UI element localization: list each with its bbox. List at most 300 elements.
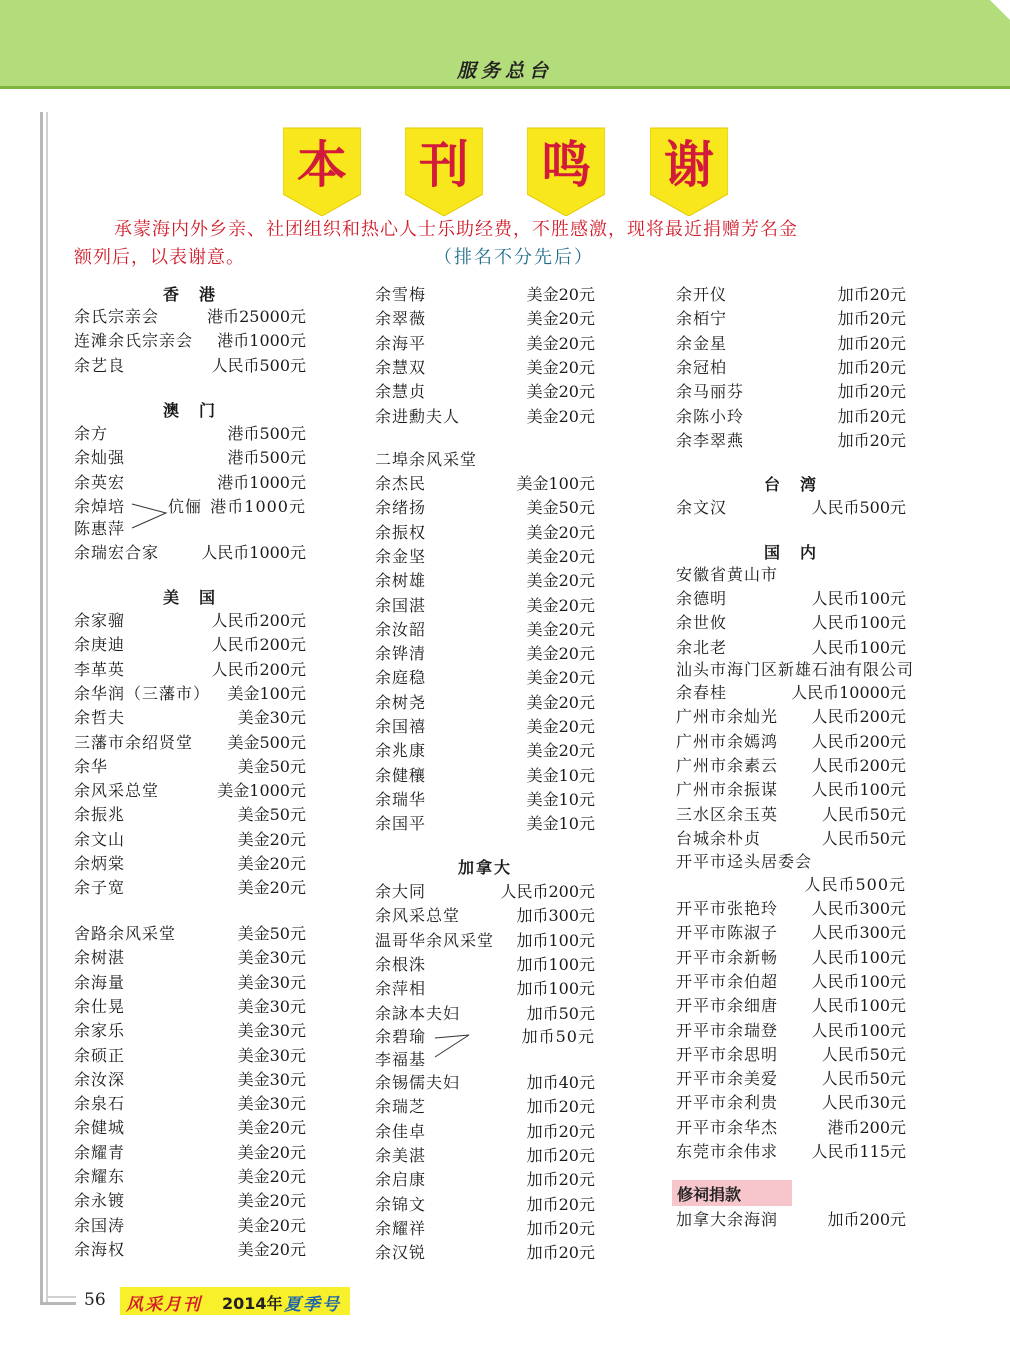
- donor-name: 余庭稳: [375, 668, 427, 688]
- donation-amount: 人民币10000元: [791, 683, 906, 702]
- donor-row: [375, 333, 595, 355]
- donor-row: [74, 1166, 306, 1188]
- donor-name: 余硕正: [74, 1045, 126, 1065]
- donor-row: [375, 284, 595, 306]
- donor-name: 余国平: [375, 814, 427, 834]
- donor-name: 余世攸: [676, 613, 728, 633]
- donation-amount: 美金20元: [526, 595, 595, 615]
- group-title: 汕头市海门区新雄石油有限公司: [676, 660, 915, 679]
- donor-row: [676, 357, 906, 379]
- donor-name: 余树尧: [375, 692, 427, 712]
- donor-name: 余马丽芬: [676, 382, 745, 402]
- donor-row: [375, 381, 595, 403]
- donor-name: 余灿强: [74, 448, 126, 468]
- donor-row: [375, 716, 595, 738]
- donor-row: [676, 284, 906, 306]
- donor-row: [375, 1218, 595, 1240]
- donor-row: [375, 789, 595, 811]
- donor-name: 余泉石: [74, 1094, 126, 1114]
- donor-name: 加拿大余海润: [676, 1210, 779, 1229]
- donor-name: 余萍相: [375, 979, 427, 999]
- donation-amount: 加币100元: [516, 930, 595, 950]
- donor-name: 余翠薇: [375, 309, 427, 329]
- donor-name: 开平市张艳玲: [676, 899, 779, 918]
- donation-amount: 美金30元: [237, 1094, 306, 1114]
- donor-row: [375, 546, 595, 568]
- donor-name: 余兆康: [375, 741, 427, 761]
- intro-note: （排名不分先后）: [434, 247, 594, 268]
- donation-amount: 美金20元: [526, 333, 595, 353]
- donation-amount: 美金20元: [237, 854, 306, 873]
- donor-name: 余德明: [676, 589, 728, 608]
- title-char: 本: [297, 136, 347, 194]
- donor-row: [74, 1239, 306, 1261]
- donation-amount: 加币20元: [526, 1145, 595, 1165]
- donor-name: 余耀祥: [375, 1218, 427, 1238]
- donor-name: 余风采总堂: [375, 906, 461, 926]
- donor-name: 广州市余振谋: [676, 780, 779, 800]
- donor-name: 李革英: [74, 659, 126, 679]
- donor-name: 余启康: [375, 1170, 427, 1190]
- page-number: 56: [84, 1290, 106, 1310]
- donor-row: [74, 1069, 306, 1091]
- donation-amount: 美金20元: [526, 309, 595, 329]
- donation-amount: 美金10元: [526, 789, 595, 809]
- donation-amount: 美金20元: [526, 692, 595, 712]
- donor-name: 余铧清: [375, 644, 427, 664]
- donor-name: 余健穰: [375, 765, 427, 785]
- donor-name: 余北老: [676, 637, 728, 657]
- donor-name: 余汝深: [74, 1069, 126, 1089]
- donor-name: 余文汉: [676, 498, 728, 517]
- donor-name: 东莞市余伟求: [676, 1142, 779, 1161]
- donor-row: [74, 610, 306, 632]
- donation-amount: 加币20元: [837, 285, 906, 304]
- donation-amount: 人民币1000元: [201, 543, 306, 562]
- donor-row: [74, 330, 306, 352]
- donor-row: [375, 1169, 595, 1191]
- donor-name: 余炳棠: [74, 854, 126, 873]
- donor-name: 余庚迪: [74, 635, 126, 655]
- donation-amount: 加币20元: [837, 430, 906, 450]
- donation-amount: 人民币500元: [811, 498, 906, 517]
- group-title: 安徽省黄山市: [676, 565, 779, 584]
- donor-name: 余文山: [74, 829, 126, 849]
- title-char: 谢: [664, 136, 714, 194]
- donation-amount: 加币20元: [837, 382, 906, 402]
- donor-name: 余慧双: [375, 357, 427, 377]
- donor-name: 余雪梅: [375, 285, 427, 304]
- donor-name: 连滩余氏宗亲会: [74, 331, 194, 351]
- donation-amount: 人民币200元: [811, 707, 906, 727]
- donor-name: 余子宽: [74, 878, 126, 898]
- donation-amount: 美金20元: [526, 546, 595, 566]
- donor-name: 余汉锐: [375, 1243, 427, 1263]
- donation-amount: 加币300元: [516, 906, 595, 926]
- donor-row: [375, 905, 595, 927]
- donor-row: [375, 570, 595, 592]
- donor-row: [74, 756, 306, 778]
- donor-name: 余进勳夫人: [375, 406, 461, 426]
- donor-row: [74, 877, 306, 899]
- donation-amount: 加币50元: [521, 1027, 595, 1046]
- donor-row: [375, 881, 595, 903]
- magazine-name: 风采月刊: [126, 1295, 202, 1315]
- donation-amount: 美金30元: [237, 1045, 306, 1065]
- donation-amount: 美金20元: [526, 741, 595, 761]
- donation-amount: 人民币100元: [811, 996, 906, 1016]
- donor-name: 余佳卓: [375, 1121, 427, 1141]
- donor-name: 余春桂: [676, 683, 728, 702]
- donation-amount: 美金20元: [526, 644, 595, 664]
- region-header-domestic: 国 内: [763, 543, 818, 562]
- donation-amount: 加币20元: [837, 406, 906, 426]
- donation-amount: 人民币50元: [821, 804, 906, 824]
- donor-row: [676, 1020, 906, 1042]
- margin-rule-foot-inner: [46, 1296, 76, 1298]
- donor-row: [74, 1045, 306, 1067]
- repair-fund-label-text: 修祠捐款: [677, 1185, 742, 1204]
- donor-name: 开平市余华杰: [676, 1117, 779, 1137]
- donor-name: 开平市余新畅: [676, 947, 779, 967]
- donor-name: 余冠柏: [676, 357, 728, 377]
- donation-amount: 人民币200元: [211, 659, 306, 679]
- donation-amount: 人民币300元: [811, 899, 906, 918]
- donation-amount: 加币20元: [837, 309, 906, 329]
- donation-amount: 人民币115元: [811, 1142, 906, 1161]
- donation-amount: 美金30元: [237, 1021, 306, 1041]
- donor-name: 舍路余风采堂: [74, 924, 177, 943]
- donation-amount: 美金50元: [237, 924, 306, 943]
- donation-amount: 美金20元: [526, 717, 595, 736]
- donor-row: [74, 1117, 306, 1139]
- donor-row: [676, 1141, 906, 1163]
- donation-amount: 人民币100元: [811, 637, 906, 657]
- donor-name: 台城余朴贞: [676, 828, 762, 848]
- donation-amount: 加币20元: [526, 1097, 595, 1117]
- donation-amount: 人民币300元: [811, 923, 906, 943]
- donor-name: 余栢宁: [676, 309, 728, 329]
- donor-row: [676, 1209, 906, 1231]
- group-title: 二埠余风采堂: [375, 450, 478, 469]
- donor-name: 余健城: [74, 1118, 126, 1138]
- donor-row: [676, 1068, 906, 1090]
- donation-amount: 美金50元: [237, 805, 306, 825]
- donor-name: 余振权: [375, 522, 427, 542]
- donor-row: [676, 1117, 906, 1139]
- donor-row: [375, 357, 595, 379]
- donor-row: [74, 659, 306, 681]
- donor-row: [676, 588, 906, 610]
- donation-amount: 人民币200元: [211, 635, 306, 655]
- donor-row: [676, 381, 906, 403]
- donor-row: [375, 954, 595, 976]
- donor-row: [74, 707, 306, 729]
- donation-amount: 人民币200元: [811, 755, 906, 775]
- title-badge: [650, 124, 728, 216]
- donation-amount: 人民币100元: [811, 971, 906, 991]
- donation-amount: 美金20元: [237, 1118, 306, 1138]
- donor-name: 余方: [74, 424, 109, 443]
- donor-row: [375, 643, 595, 665]
- donor-row: [676, 755, 906, 777]
- donation-amount: 美金30元: [237, 708, 306, 728]
- donation-amount: 港币200元: [827, 1117, 906, 1137]
- donor-name: 余国涛: [74, 1215, 126, 1235]
- donor-name: 余华润（三藩市）: [74, 683, 211, 703]
- donor-row: [74, 683, 306, 705]
- donor-row: [74, 947, 306, 969]
- donor-row: [74, 472, 306, 494]
- issue-season: 夏季号: [284, 1295, 341, 1315]
- donor-name: 余仕晃: [74, 996, 126, 1016]
- donor-row: [74, 804, 306, 826]
- donation-amount: 人民币30元: [821, 1093, 906, 1113]
- region-header-canada: 加拿大: [457, 858, 512, 877]
- donor-row: [375, 978, 595, 1000]
- donor-name: 余金星: [676, 333, 728, 353]
- title-badge: [405, 124, 483, 216]
- donor-name: 开平市余细唐: [676, 996, 779, 1016]
- donor-name: 余瑞华: [375, 789, 427, 809]
- donor-name: 余瑞宏合家: [74, 543, 160, 562]
- donor-name: 余国湛: [375, 595, 427, 615]
- donor-row: [375, 522, 595, 544]
- donor-row: [676, 947, 906, 969]
- donor-row: [375, 473, 595, 495]
- donor-name: 开平市余思明: [676, 1044, 779, 1064]
- donor-row: [676, 828, 906, 850]
- margin-rule-inner: [46, 112, 48, 1304]
- donor-name: 余慧贞: [375, 382, 427, 402]
- donor-name: 余永镀: [74, 1191, 126, 1211]
- donation-amount: 人民币200元: [811, 731, 906, 751]
- donation-amount: 人民币500元: [804, 875, 906, 894]
- donor-name: 陈惠萍: [74, 519, 126, 538]
- title-char: 刊: [419, 136, 469, 194]
- donation-amount: 美金20元: [526, 406, 595, 426]
- repair-fund-label: [672, 1180, 792, 1206]
- donor-name: 三藩市余绍贤堂: [74, 732, 194, 752]
- donor-name: 余海权: [74, 1239, 126, 1259]
- donor-row: [375, 1242, 595, 1264]
- donation-amount: 人民币100元: [811, 780, 906, 800]
- donation-amount: 港币1000元: [217, 472, 306, 492]
- couple-note: 伉俪: [168, 497, 203, 516]
- donor-row: [375, 308, 595, 330]
- donor-row: [676, 1044, 906, 1066]
- donor-row: [74, 1190, 306, 1212]
- margin-rule: [40, 112, 43, 1304]
- donor-name: 余树雄: [375, 571, 427, 591]
- donation-amount: 美金20元: [237, 878, 306, 898]
- donor-row: [375, 667, 595, 689]
- donation-amount: 人民币100元: [811, 589, 906, 608]
- donor-name: 余陈小玲: [676, 406, 745, 426]
- donation-amount: 加币100元: [516, 979, 595, 999]
- donor-name: 余美湛: [375, 1145, 427, 1165]
- donation-amount: 港币500元: [227, 448, 306, 468]
- donor-row: [74, 923, 306, 945]
- donor-row: [74, 1142, 306, 1164]
- donation-amount: 加币200元: [827, 1210, 906, 1229]
- donor-column-2: [375, 284, 595, 1270]
- donor-row: [74, 972, 306, 994]
- title-char: 鸣: [541, 136, 591, 194]
- section-label: 服务总台: [456, 60, 553, 82]
- donor-name: 余锦文: [375, 1194, 427, 1214]
- donor-row: [676, 804, 906, 826]
- donation-amount: 加币20元: [526, 1194, 595, 1214]
- donor-name: 余国禧: [375, 717, 427, 736]
- donor-row: [375, 1096, 595, 1118]
- donation-amount: 港币25000元: [207, 307, 306, 326]
- donation-amount: 港币500元: [227, 424, 306, 443]
- donation-amount: 美金50元: [237, 756, 306, 776]
- donation-amount: 人民币50元: [821, 1044, 906, 1064]
- donor-name: 余氏宗亲会: [74, 307, 160, 326]
- donor-column-3: [676, 284, 915, 1234]
- donation-amount: 美金500元: [227, 732, 306, 752]
- region-header-macau: 澳 门: [162, 401, 217, 420]
- page-title: [0, 124, 1010, 220]
- region-header-hongkong: 香 港: [162, 285, 217, 304]
- donor-row: [375, 595, 595, 617]
- donor-row: [74, 423, 306, 445]
- donor-name: 开平市余瑞登: [676, 1020, 779, 1040]
- donor-row: [676, 922, 906, 944]
- donor-row: [74, 447, 306, 469]
- donor-row: [676, 1092, 906, 1114]
- donor-name: 余耀东: [74, 1167, 126, 1186]
- donation-amount: 美金20元: [526, 285, 595, 304]
- donation-amount: 美金30元: [237, 996, 306, 1016]
- donor-name: 余海平: [375, 333, 427, 353]
- donation-amount: 人民币200元: [500, 882, 595, 901]
- donor-row: [375, 1072, 595, 1094]
- donation-amount: 美金30元: [237, 1069, 306, 1089]
- donor-name: 开平市余伯超: [676, 971, 779, 991]
- donor-name: 余英宏: [74, 472, 126, 492]
- donor-name: 余李翠燕: [676, 430, 745, 450]
- donor-row: [676, 430, 906, 452]
- donor-row: [676, 706, 906, 728]
- intro-line-2: 额列后，以表谢意。: [74, 247, 245, 268]
- donation-amount: 美金20元: [237, 829, 306, 849]
- donor-row: [676, 612, 906, 634]
- donation-amount: 加币40元: [526, 1073, 595, 1092]
- donation-amount: 美金20元: [237, 1142, 306, 1162]
- donor-name: 余耀青: [74, 1142, 126, 1162]
- donor-row: [375, 1145, 595, 1167]
- donation-amount: 加币20元: [837, 333, 906, 353]
- donation-amount: 人民币100元: [811, 613, 906, 633]
- title-badge: [283, 124, 361, 216]
- donation-amount: 加币20元: [526, 1170, 595, 1190]
- donation-amount: 人民币50元: [821, 828, 906, 848]
- donor-name: 余汝韶: [375, 619, 427, 639]
- donor-name: 开平市陈淑子: [676, 923, 779, 943]
- donation-amount: 港币1000元: [217, 331, 306, 351]
- donor-name: 余锡儒夫妇: [375, 1073, 461, 1092]
- donor-row: [375, 813, 595, 835]
- donation-amount: 人民币200元: [211, 611, 306, 630]
- donor-name: 广州市余嫣鸿: [676, 731, 779, 751]
- donation-amount: 美金100元: [516, 474, 595, 493]
- donor-name: 余杰民: [375, 474, 427, 493]
- donation-amount: 美金20元: [237, 1167, 306, 1186]
- donor-row: [74, 542, 306, 564]
- donor-row: [74, 1093, 306, 1115]
- donor-name: 余大同: [375, 882, 427, 901]
- donor-name: 余开仪: [676, 285, 728, 304]
- donation-amount: 美金20元: [237, 1239, 306, 1259]
- donation-amount: 美金20元: [237, 1215, 306, 1235]
- donor-row: [74, 996, 306, 1018]
- donor-name: 余海量: [74, 972, 126, 992]
- donor-row: [676, 406, 906, 428]
- donor-name: 余詠本夫妇: [375, 1003, 461, 1023]
- donation-amount: 加币20元: [837, 357, 906, 377]
- donation-amount: 美金10元: [526, 814, 595, 834]
- donor-row: [375, 692, 595, 714]
- intro-line-1: 承蒙海内外乡亲、社团组织和热心人士乐助经费，不胜感激，现将最近捐赠芳名金: [114, 219, 798, 240]
- donor-name: 广州市余素云: [676, 755, 779, 775]
- couple-bracket: [433, 1032, 473, 1060]
- donor-row: [74, 853, 306, 875]
- group-title: 开平市迳头居委会: [676, 852, 813, 871]
- donor-name: 余华: [74, 756, 109, 776]
- donation-amount: 美金20元: [526, 571, 595, 591]
- donation-amount: 加币20元: [526, 1121, 595, 1141]
- donor-name: 广州市余灿光: [676, 707, 779, 727]
- donor-row: [375, 1003, 595, 1025]
- donation-amount: 人民币100元: [811, 1020, 906, 1040]
- donor-row: [676, 971, 906, 993]
- donor-row: [74, 829, 306, 851]
- donor-name: 三水区余玉英: [676, 804, 779, 824]
- donation-amount: 美金20元: [526, 357, 595, 377]
- donor-row: [375, 1121, 595, 1143]
- donation-amount: 加币100元: [516, 954, 595, 974]
- donor-row: [375, 930, 595, 952]
- page-corner: [990, 0, 1010, 20]
- donation-amount: 美金20元: [237, 1191, 306, 1211]
- magazine-footer: [120, 1287, 350, 1315]
- donation-amount: 加币20元: [526, 1218, 595, 1238]
- donor-column-1: [74, 284, 306, 1270]
- top-banner-rule: [0, 86, 1010, 89]
- donation-amount: 美金30元: [237, 948, 306, 968]
- donation-amount: 美金20元: [526, 522, 595, 542]
- donor-row: [74, 732, 306, 754]
- donor-name: 李福基: [375, 1050, 427, 1069]
- donation-amount: 美金10元: [526, 765, 595, 785]
- region-header-taiwan: 台 湾: [763, 475, 818, 494]
- donor-row: [375, 497, 595, 519]
- donation-amount: 美金50元: [526, 498, 595, 518]
- donor-name: 余焯培: [74, 497, 126, 516]
- donor-row: [375, 740, 595, 762]
- donor-row: [676, 898, 906, 920]
- donation-amount: 美金1000元: [217, 781, 306, 801]
- donor-row: [375, 406, 595, 428]
- donor-name: 余家骝: [74, 611, 126, 630]
- donation-amount: 人民币100元: [811, 947, 906, 967]
- donor-row: [676, 995, 906, 1017]
- donor-row: [74, 355, 306, 377]
- donor-row: [74, 780, 306, 802]
